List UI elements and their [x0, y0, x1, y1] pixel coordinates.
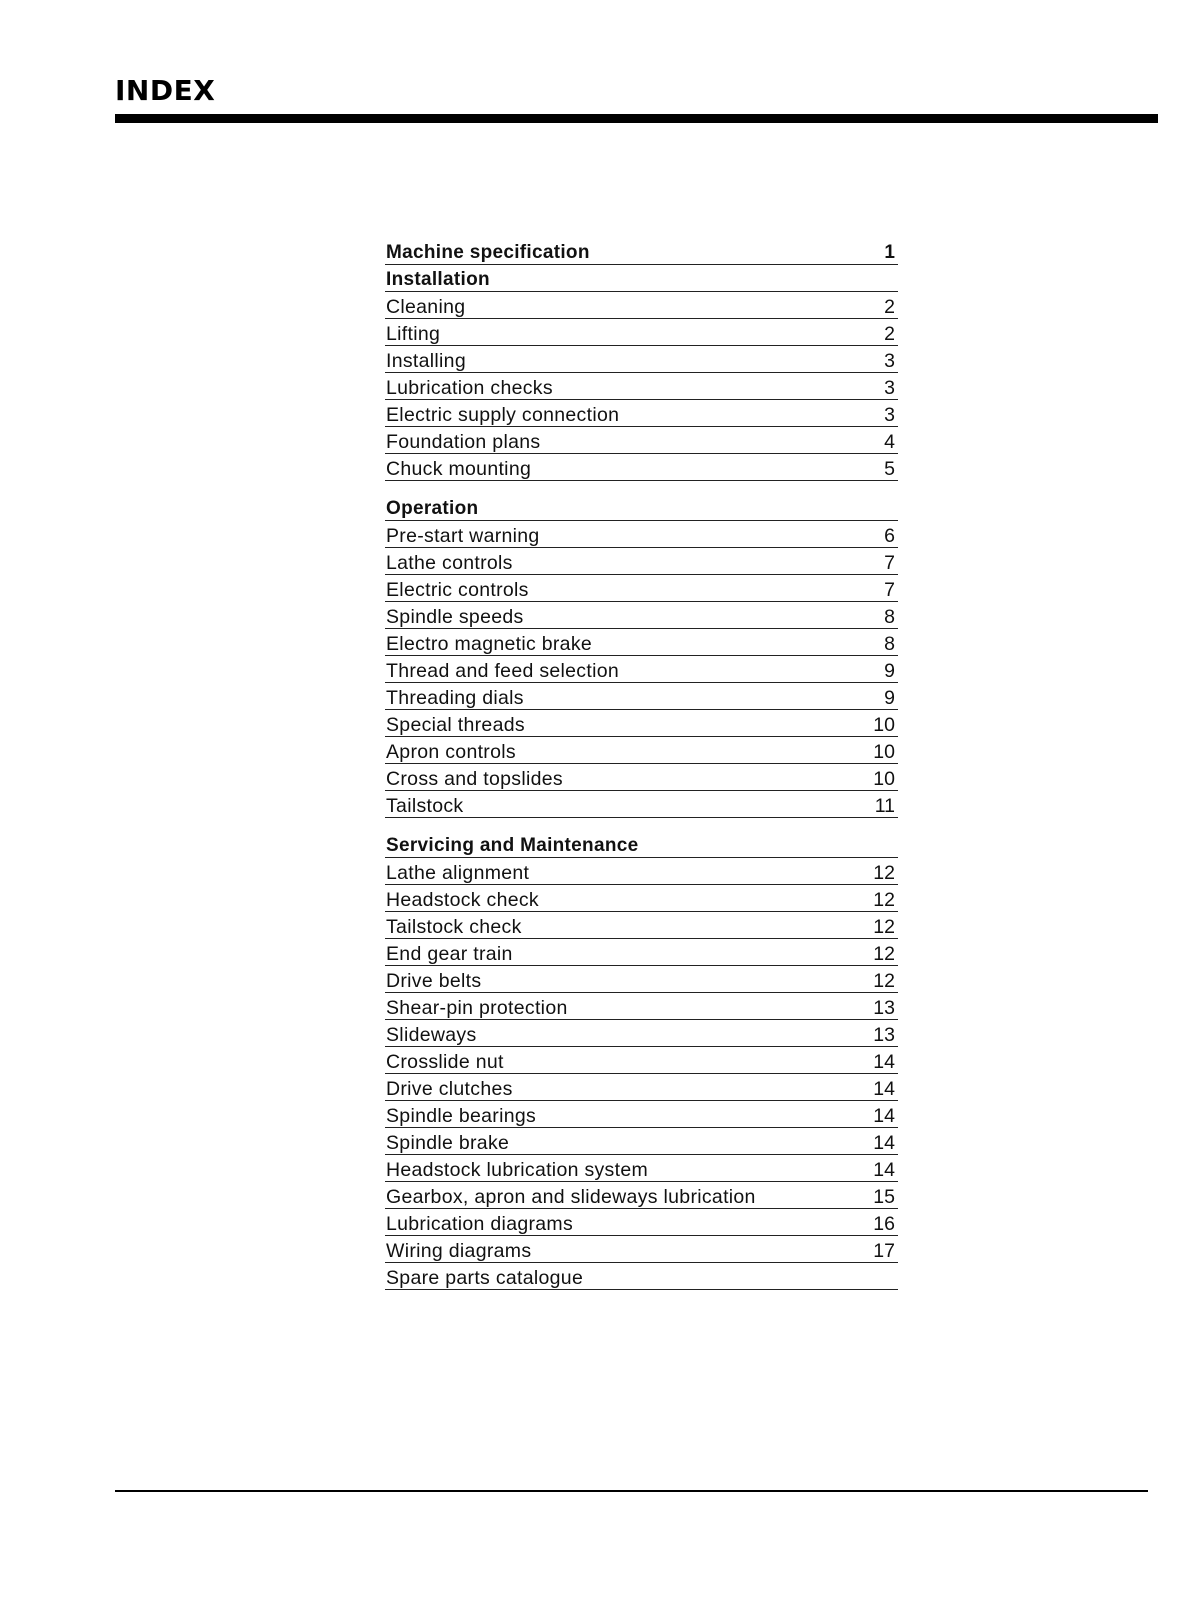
toc-entry-label: Spindle bearings	[386, 1105, 537, 1127]
toc-entry[interactable]	[385, 292, 898, 319]
toc-entry-label: Installing	[386, 350, 466, 372]
toc-entry-label: Shear-pin protection	[386, 997, 568, 1019]
toc-entry-page: 6	[884, 525, 895, 547]
toc-entry-label: Apron controls	[386, 741, 516, 763]
toc-entry-page: 10	[873, 741, 895, 763]
toc-entry-label: Drive clutches	[386, 1078, 513, 1100]
toc-entry-label: Headstock check	[386, 889, 539, 911]
toc-entry[interactable]	[385, 885, 898, 912]
toc-heading-label: Servicing and Maintenance	[386, 835, 639, 856]
toc-entry-label: Spindle speeds	[386, 606, 524, 628]
toc-entry-page: 14	[873, 1159, 895, 1181]
toc-entry[interactable]	[385, 966, 898, 993]
toc-entry-page: 12	[873, 943, 895, 965]
toc-entry[interactable]	[385, 238, 898, 265]
toc-entry[interactable]	[385, 993, 898, 1020]
toc-entry[interactable]	[385, 602, 898, 629]
toc-entry-page: 14	[873, 1105, 895, 1127]
toc-entry[interactable]	[385, 1101, 898, 1128]
toc-entry[interactable]	[385, 1209, 898, 1236]
toc-entry-label: Gearbox, apron and slideways lubrication	[386, 1186, 756, 1208]
toc-entry[interactable]	[385, 1020, 898, 1047]
toc-entry[interactable]	[385, 858, 898, 885]
toc-entry[interactable]	[385, 373, 898, 400]
toc-entry-page: 9	[884, 660, 895, 682]
toc-entry[interactable]	[385, 575, 898, 602]
toc-entry-page: 12	[873, 862, 895, 884]
toc-entry-page: 14	[873, 1051, 895, 1073]
toc-entry-page: 8	[884, 606, 895, 628]
toc-entry-label: Wiring diagrams	[386, 1240, 532, 1262]
toc-entry-label: Crosslide nut	[386, 1051, 504, 1073]
toc-entry-page: 12	[873, 970, 895, 992]
toc-entry[interactable]	[385, 764, 898, 791]
toc-entry[interactable]	[385, 912, 898, 939]
toc-entry-page: 17	[873, 1240, 895, 1262]
toc-entry-page: 3	[884, 404, 895, 426]
toc-entry[interactable]	[385, 454, 898, 481]
toc-entry-page: 13	[873, 997, 895, 1019]
toc-entry-label: Lathe controls	[386, 552, 513, 574]
toc-entry[interactable]	[385, 521, 898, 548]
toc-entry-page: 2	[884, 323, 895, 345]
toc-entry[interactable]	[385, 1182, 898, 1209]
toc-entry[interactable]	[385, 791, 898, 818]
toc-entry-label: Lifting	[386, 323, 441, 345]
title-rule	[115, 114, 1158, 123]
toc-entry-label: Chuck mounting	[386, 458, 532, 480]
toc-entry-page: 11	[874, 795, 895, 817]
toc-entry-page: 10	[873, 714, 895, 736]
toc-section-heading	[385, 494, 898, 521]
toc-entry[interactable]	[385, 1128, 898, 1155]
toc-entry-page: 13	[873, 1024, 895, 1046]
toc-section	[385, 831, 898, 1290]
toc-entry[interactable]	[385, 629, 898, 656]
toc-entry-label: Cleaning	[386, 296, 466, 318]
toc-entry-label: End gear train	[386, 943, 513, 965]
toc-entry-page: 8	[884, 633, 895, 655]
page-title: INDEX	[115, 74, 216, 107]
toc-entry[interactable]	[385, 683, 898, 710]
toc-entry-label: Foundation plans	[386, 431, 541, 453]
toc-entry[interactable]	[385, 319, 898, 346]
toc-entry[interactable]	[385, 710, 898, 737]
toc-entry[interactable]	[385, 400, 898, 427]
toc-entry-page: 3	[884, 350, 895, 372]
toc-entry-label: Electro magnetic brake	[386, 633, 593, 655]
toc-entry[interactable]	[385, 1236, 898, 1263]
toc-section	[385, 494, 898, 818]
toc-entry-label: Thread and feed selection	[386, 660, 619, 682]
toc-entry-page: 7	[884, 552, 895, 574]
toc-entry-page: 16	[873, 1213, 895, 1235]
toc-entry[interactable]	[385, 1155, 898, 1182]
toc-entry-page: 2	[884, 296, 895, 318]
toc-entry-page: 5	[884, 458, 895, 480]
toc-entry-label: Spare parts catalogue	[386, 1267, 584, 1289]
toc-entry[interactable]	[385, 939, 898, 966]
toc-heading-label: Operation	[386, 498, 479, 519]
toc-entry-label: Special threads	[386, 714, 525, 736]
toc-entry-label: Pre-start warning	[386, 525, 540, 547]
toc-entry[interactable]	[385, 656, 898, 683]
toc-entry-label: Installation	[386, 269, 490, 290]
table-of-contents	[385, 238, 898, 1303]
toc-entry-label: Threading dials	[386, 687, 524, 709]
toc-entry[interactable]	[385, 1047, 898, 1074]
toc-entry-page: 15	[873, 1186, 895, 1208]
toc-entry-label: Tailstock check	[386, 916, 522, 938]
toc-entry[interactable]	[385, 737, 898, 764]
toc-entry-label: Headstock lubrication system	[386, 1159, 649, 1181]
toc-entry-label: Lubrication checks	[386, 377, 553, 399]
toc-entry-label: Lubrication diagrams	[386, 1213, 574, 1235]
toc-entry-page: 1	[884, 242, 895, 263]
toc-entry-page: 14	[873, 1078, 895, 1100]
toc-entry-page: 9	[884, 687, 895, 709]
toc-entry-label: Electric supply connection	[386, 404, 620, 426]
toc-entry-page: 12	[873, 889, 895, 911]
toc-section-heading	[385, 831, 898, 858]
toc-entry[interactable]	[385, 1074, 898, 1101]
toc-entry[interactable]	[385, 548, 898, 575]
toc-entry-label: Machine specification	[386, 242, 590, 263]
toc-entry-page: 3	[884, 377, 895, 399]
toc-entry-label: Spindle brake	[386, 1132, 510, 1154]
toc-entry-label: Electric controls	[386, 579, 529, 601]
toc-entry-page: 10	[873, 768, 895, 790]
toc-entry-label: Slideways	[386, 1024, 477, 1046]
toc-entry[interactable]	[385, 427, 898, 454]
footer-rule	[115, 1490, 1148, 1492]
toc-entry-label: Cross and topslides	[386, 768, 563, 790]
toc-entry-label: Lathe alignment	[386, 862, 530, 884]
toc-entry[interactable]	[385, 265, 898, 292]
toc-entry[interactable]	[385, 1263, 898, 1290]
toc-section	[385, 238, 898, 481]
toc-entry-page: 14	[873, 1132, 895, 1154]
toc-entry[interactable]	[385, 346, 898, 373]
toc-entry-page: 4	[884, 431, 895, 453]
toc-entry-page: 7	[884, 579, 895, 601]
toc-entry-label: Drive belts	[386, 970, 482, 992]
toc-entry-page: 12	[873, 916, 895, 938]
toc-entry-label: Tailstock	[386, 795, 464, 817]
